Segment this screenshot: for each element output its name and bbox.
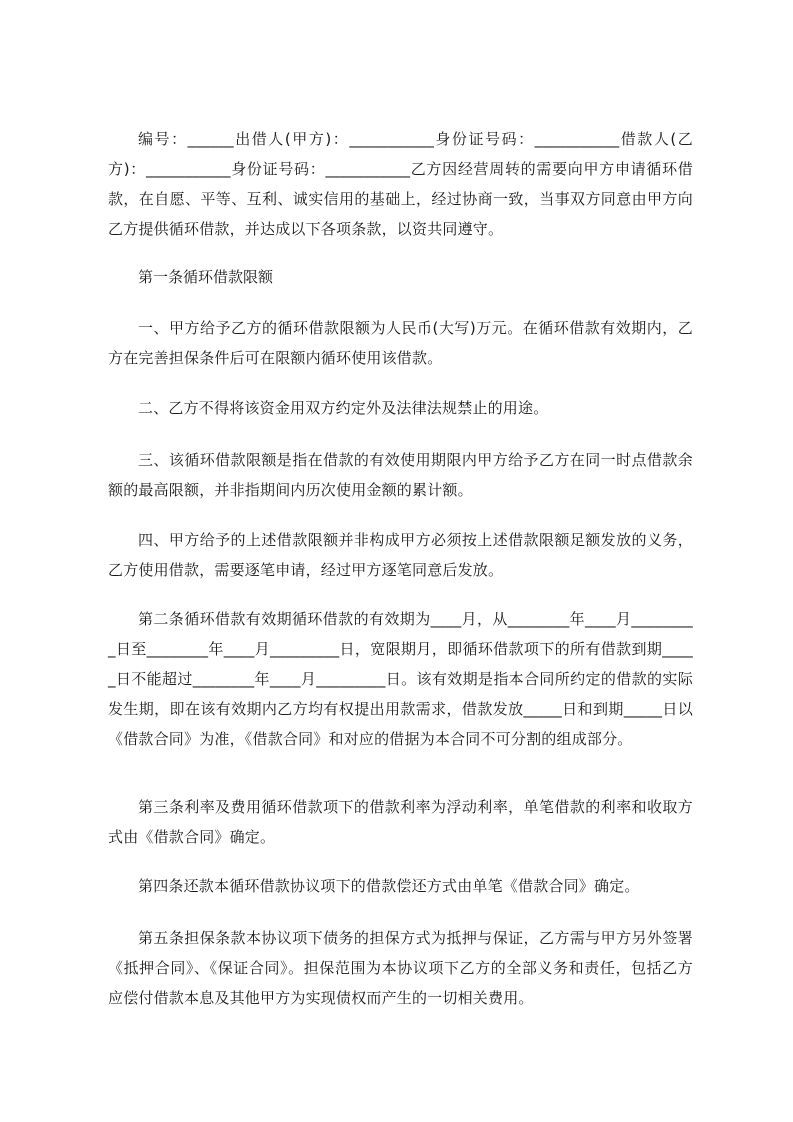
article-5-guarantee: 第五条担保条款本协议项下债务的担保方式为抵押与保证，乙方需与甲方另外签署《抵押合同》、《保证合同》。担保范围为本协议项下乙方的全部义务和责任，包括乙方应偿付借款本息及其他甲方为实现债权而产生的一切相关费用。 (108, 929, 693, 1007)
article-1-heading: 第一条循环借款限额 (138, 268, 274, 286)
article-3-interest: 第三条利率及费用循环借款项下的借款利率为浮动利率，单笔借款的利率和收取方式由《借款合同》确定。 (108, 798, 693, 846)
article-4-repayment: 第四条还款本循环借款协议项下的借款偿还方式由单笔《借款合同》确定。 (138, 877, 640, 895)
contract-intro: 编号：______出借人(甲方)：___________身份证号码：___________借款人(乙方)：___________身份证号码：___________乙方因经营周转的需要向甲方申请循环借款，在自愿、平等、互利、诚实信用的基础上，经过协商一致，当事双方同意由甲方向乙方提供循环借款，并达成以下各项条款，以资共同遵守。 (108, 130, 693, 238)
article-1-clause-4: 四、甲方给予的上述借款限额并非构成甲方必须按上述借款限额足额发放的义务，乙方使用借款，需要逐笔申请，经过甲方逐笔同意后发放。 (108, 531, 693, 579)
article-1-clause-1: 一、甲方给予乙方的循环借款限额为人民币(大写)万元。在循环借款有效期内，乙方在完善担保条件后可在限额内循环使用该借款。 (108, 319, 693, 367)
article-2-validity: 第二条循环借款有效期循环借款的有效期为____月，从________年____月_________日至________年____月_________日，宽限期月，即循环借款项下的所有借款到期_____日不能超过________年____月_________日。该有效期是指本合同所约定的借款的实际发生期，即在该有效期内乙方均有权提出用款需求，借款发放_____日和到期_____日以《借款合同》为准，《借款合同》和对应的借据为本合同不可分割的组成部分。 (108, 610, 693, 748)
article-1-clause-2: 二、乙方不得将该资金用双方约定外及法律法规禁止的用途。 (138, 399, 549, 417)
article-1-clause-3: 三、该循环借款限额是指在借款的有效使用期限内甲方给予乙方在同一时点借款余额的最高限额，并非指期间内历次使用金额的累计额。 (108, 451, 693, 499)
